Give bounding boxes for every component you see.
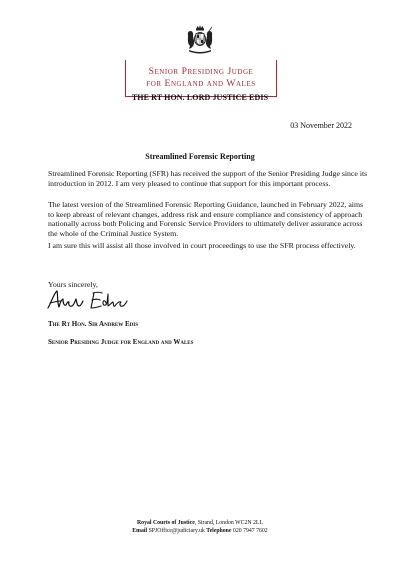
letter-title: Streamlined Forensic Reporting bbox=[145, 152, 255, 161]
letterhead-box bbox=[125, 60, 277, 97]
body-paragraph-1: Streamlined Forensic Reporting (SFR) has received the support of the Senior Presiding Judge since its introduction in 2012. I am very pleased to continue that support for this important process. bbox=[48, 169, 368, 188]
body-paragraph-2: The latest version of the Streamlined Forensic Reporting Guidance, launched in February 2022, aims to keep abreast of relevant changes, address risk and ensure compliance and consistency of approach nationally across both Policing and Forensic Service Providers to ultimately deliver assurance across the whole of the Criminal Justice System. bbox=[48, 200, 364, 238]
royal-coat-of-arms-icon bbox=[184, 24, 216, 54]
letter-date: 03 November 2022 bbox=[290, 121, 352, 130]
footer-telephone-label: Telephone bbox=[206, 527, 232, 534]
signer-name: The Rt Hon. Sir Andrew Edis bbox=[48, 320, 139, 328]
footer-contact-line bbox=[0, 528, 400, 536]
signer-role: Senior Presiding Judge for England and Wales bbox=[48, 338, 194, 346]
body-paragraph-3: I am sure this will assist all those involved in court proceedings to use the SFR process effectively. bbox=[48, 241, 356, 250]
letterhead-title-line-2: for England and Wales bbox=[146, 78, 256, 89]
judge-name-heading: THE RT HON. LORD JUSTICE EDIS bbox=[131, 93, 269, 102]
letterhead-title-line-1: Senior Presiding Judge bbox=[148, 66, 254, 77]
footer-address-line bbox=[0, 520, 400, 528]
handwritten-signature-icon bbox=[46, 288, 131, 314]
letter-footer bbox=[0, 520, 400, 535]
footer-address-rest: , Strand, London WC2N 2LL bbox=[194, 520, 263, 526]
footer-telephone: 020 7947 7602 bbox=[232, 527, 268, 534]
footer-address-bold: Royal Courts of Justice bbox=[137, 520, 195, 526]
footer-email-label: Email bbox=[132, 527, 148, 534]
footer-email: SPJOffice@judiciary.uk bbox=[148, 527, 205, 534]
letter-closing: Yours sincerely, bbox=[48, 280, 98, 289]
